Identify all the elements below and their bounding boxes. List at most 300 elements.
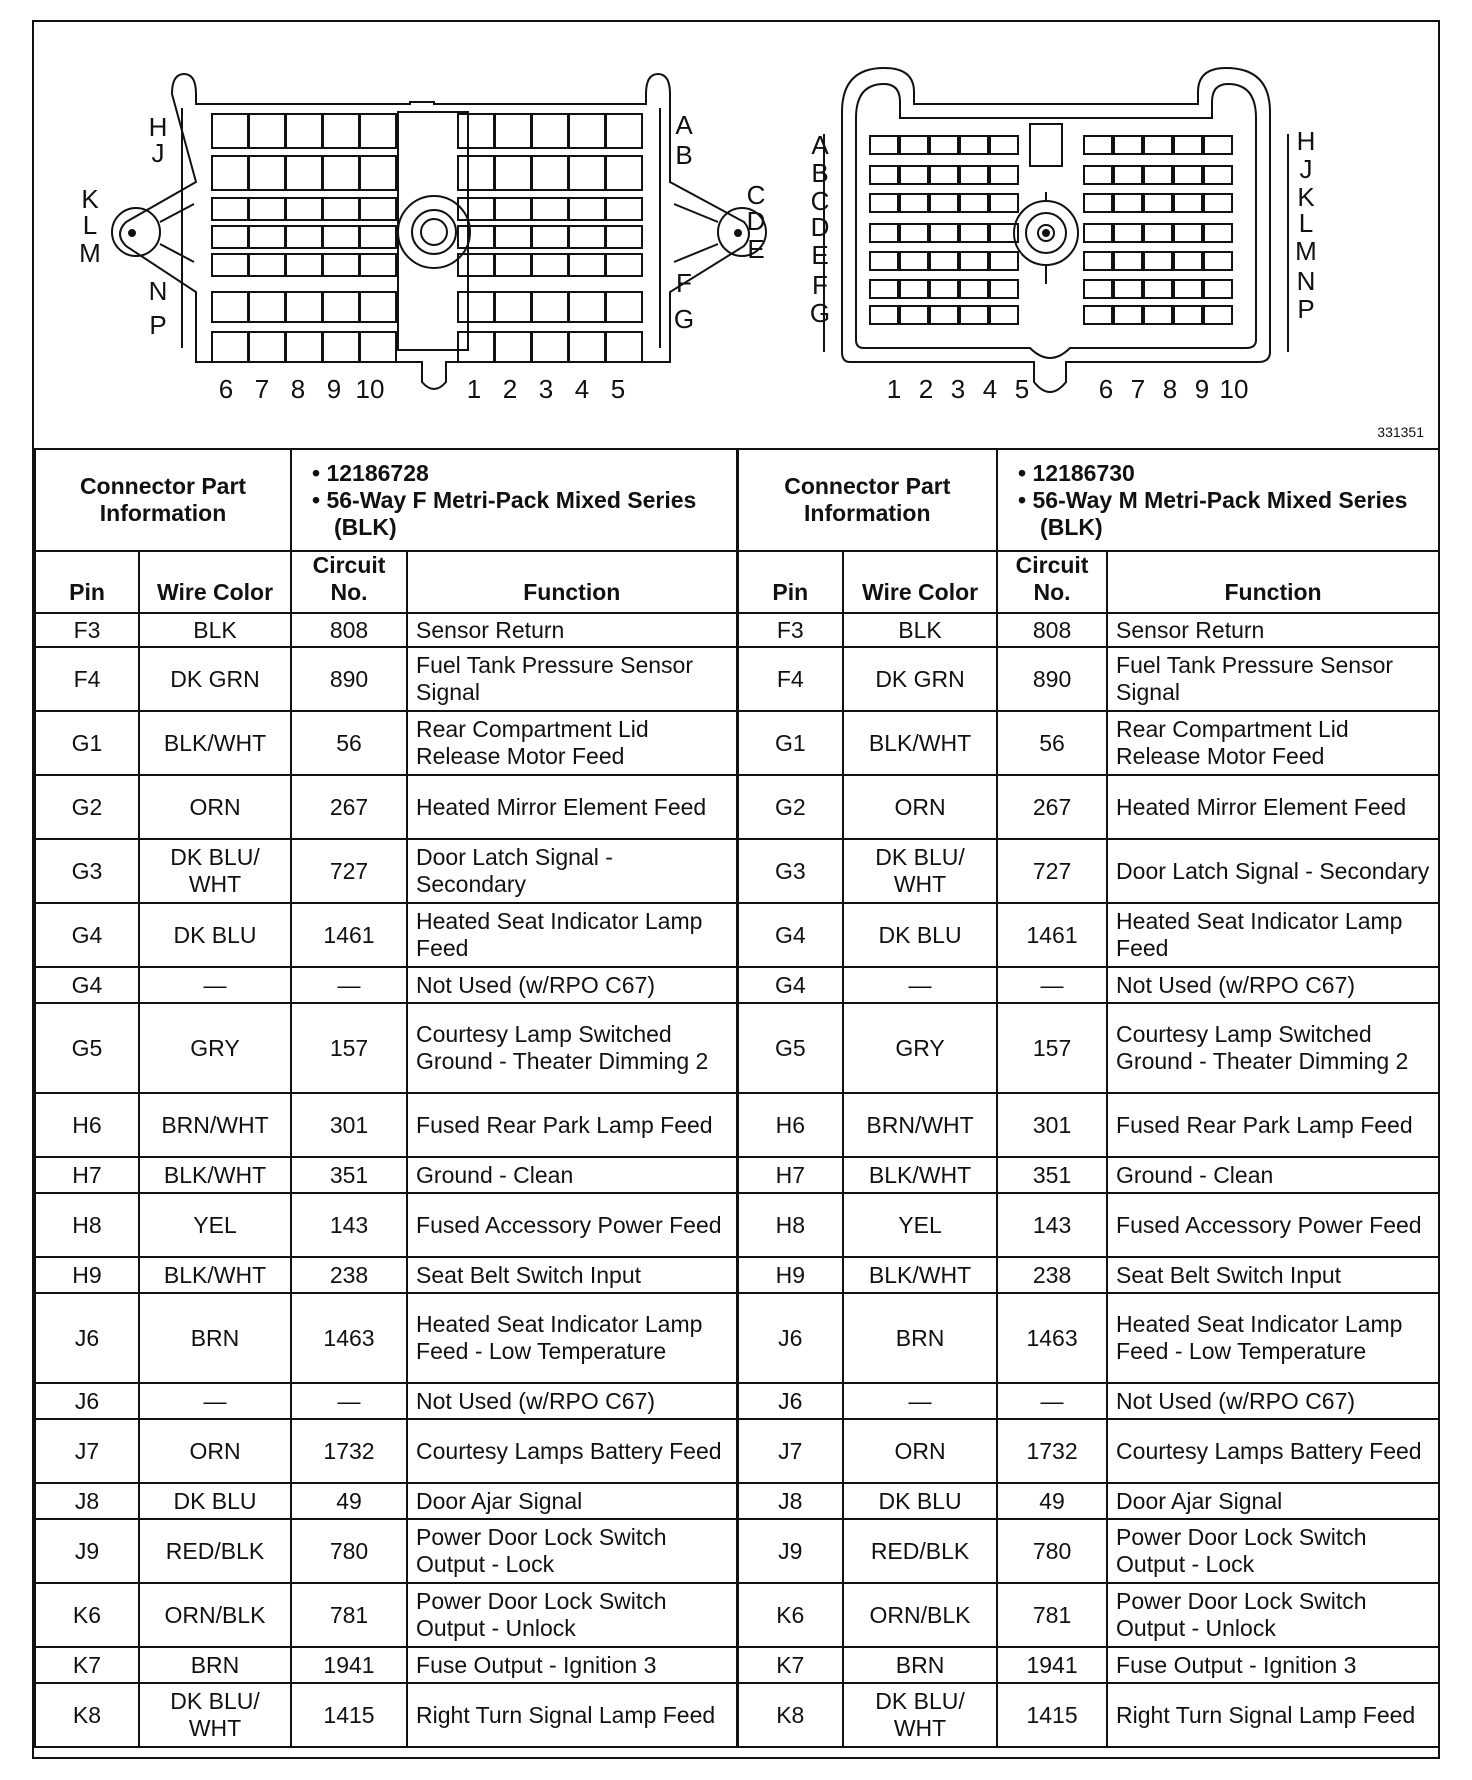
table-row <box>35 903 1439 967</box>
pin-cell: K8 <box>35 1683 139 1747</box>
wire-color-cell: BRN <box>843 1647 997 1683</box>
function-cell: Courtesy Lamps Battery Feed <box>1107 1419 1439 1483</box>
circuit-cell: 890 <box>291 647 407 711</box>
pin-cell: K6 <box>35 1583 139 1647</box>
female-cavity <box>212 114 248 148</box>
circuit-cell: 56 <box>997 711 1107 775</box>
male-pin <box>870 194 898 212</box>
circuit-cell: 781 <box>997 1583 1107 1647</box>
pin-cell: G3 <box>35 839 139 903</box>
pin-cell: J7 <box>737 1419 843 1483</box>
col-function-2: Function <box>1107 551 1439 613</box>
function-cell: Heated Mirror Element Feed <box>1107 775 1439 839</box>
wire-color-cell: — <box>843 1383 997 1419</box>
male-pin <box>1084 166 1112 184</box>
circuit-cell: 267 <box>291 775 407 839</box>
circuit-cell: 1463 <box>291 1293 407 1383</box>
table-row <box>35 1519 1439 1583</box>
pin-label: E <box>811 240 829 270</box>
left-info-label: Connector Part Information <box>35 449 291 551</box>
circuit-cell: 780 <box>291 1519 407 1583</box>
female-cavity <box>606 332 642 362</box>
female-cavity <box>360 198 396 220</box>
pin-label: 6 <box>1098 374 1114 404</box>
pin-label: M <box>1295 236 1317 266</box>
wire-color-cell: BRN <box>843 1293 997 1383</box>
pin-cell: J9 <box>737 1519 843 1583</box>
function-cell: Sensor Return <box>407 613 737 647</box>
col-circuit-2: Circuit No. <box>997 551 1107 613</box>
wire-color-cell: YEL <box>139 1193 291 1257</box>
pin-label: 6 <box>218 374 234 404</box>
function-cell: Fused Rear Park Lamp Feed <box>1107 1093 1439 1157</box>
pin-cell: G2 <box>737 775 843 839</box>
female-cavity <box>323 226 359 248</box>
female-cavity <box>249 254 285 276</box>
function-cell: Door Latch Signal - Secondary <box>1107 839 1439 903</box>
pin-cell: K7 <box>35 1647 139 1683</box>
pin-label: M <box>79 238 101 268</box>
pin-label: 7 <box>254 374 270 404</box>
wire-color-cell: — <box>139 1383 291 1419</box>
male-pin <box>1144 280 1172 298</box>
male-pin <box>1204 280 1232 298</box>
function-cell: Fused Rear Park Lamp Feed <box>407 1093 737 1157</box>
pin-cell: F3 <box>35 613 139 647</box>
female-cavity <box>249 292 285 322</box>
male-pin <box>900 136 928 154</box>
table-row <box>35 839 1439 903</box>
pin-label: 1 <box>466 374 482 404</box>
female-cavity <box>212 332 248 362</box>
pin-label: 9 <box>1194 374 1210 404</box>
pin-cell: J9 <box>35 1519 139 1583</box>
pin-cell: F4 <box>35 647 139 711</box>
male-pin <box>870 306 898 324</box>
female-cavity <box>495 114 531 148</box>
function-cell: Door Latch Signal - Secondary <box>407 839 737 903</box>
male-pin <box>1174 136 1202 154</box>
male-pin <box>1114 280 1142 298</box>
male-pin <box>930 136 958 154</box>
female-cavity <box>212 226 248 248</box>
pin-cell: J6 <box>737 1293 843 1383</box>
circuit-cell: 267 <box>997 775 1107 839</box>
male-pin <box>1144 166 1172 184</box>
left-part-number: • 12186728 <box>312 459 429 486</box>
wire-color-cell: BRN/WHT <box>139 1093 291 1157</box>
pin-label: 5 <box>610 374 626 404</box>
function-cell: Rear Compartment Lid Release Motor Feed <box>407 711 737 775</box>
female-cavity <box>323 254 359 276</box>
female-cavity <box>532 292 568 322</box>
male-pin <box>1144 224 1172 242</box>
pin-label: J <box>1299 154 1313 184</box>
female-cavity <box>323 332 359 362</box>
circuit-cell: 238 <box>997 1257 1107 1293</box>
pin-cell: K7 <box>737 1647 843 1683</box>
female-cavity <box>458 226 494 248</box>
pinout-table <box>34 448 1440 1748</box>
pin-cell: G2 <box>35 775 139 839</box>
female-cavity <box>323 114 359 148</box>
wire-color-cell: DK BLU/ WHT <box>139 839 291 903</box>
table-row <box>35 1383 1439 1419</box>
female-cavity <box>569 156 605 190</box>
male-pin <box>990 306 1018 324</box>
male-pin <box>990 136 1018 154</box>
col-wire-color: Wire Color <box>139 551 291 613</box>
female-cavity <box>532 114 568 148</box>
female-cavity <box>360 292 396 322</box>
male-pin <box>870 136 898 154</box>
female-cavity <box>360 332 396 362</box>
male-pin <box>960 224 988 242</box>
male-pin <box>1084 136 1112 154</box>
circuit-cell: 1941 <box>291 1647 407 1683</box>
female-cavity <box>532 332 568 362</box>
wire-color-cell: ORN/BLK <box>139 1583 291 1647</box>
right-connector-type: • 56-Way M Metri-Pack Mixed Series (BLK) <box>1018 486 1408 540</box>
female-cavity <box>606 198 642 220</box>
function-cell: Courtesy Lamp Switched Ground - Theater Dimming 2 <box>407 1003 737 1093</box>
right-info <box>997 449 1439 551</box>
function-cell: Power Door Lock Switch Output - Lock <box>1107 1519 1439 1583</box>
pin-cell: H6 <box>737 1093 843 1157</box>
pin-cell: K8 <box>737 1683 843 1747</box>
function-cell: Not Used (w/RPO C67) <box>1107 1383 1439 1419</box>
pin-cell: H8 <box>35 1193 139 1257</box>
female-cavity <box>458 156 494 190</box>
circuit-cell: 351 <box>997 1157 1107 1193</box>
female-cavity <box>458 292 494 322</box>
pin-cell: G4 <box>35 903 139 967</box>
function-cell: Ground - Clean <box>1107 1157 1439 1193</box>
function-cell: Power Door Lock Switch Output - Unlock <box>407 1583 737 1647</box>
circuit-cell: 1461 <box>291 903 407 967</box>
pin-label: F <box>676 268 692 298</box>
female-cavity-grid <box>212 114 642 362</box>
female-cavity <box>212 198 248 220</box>
circuit-cell: — <box>291 1383 407 1419</box>
wire-color-cell: ORN <box>139 1419 291 1483</box>
male-pin <box>900 166 928 184</box>
male-pin <box>990 166 1018 184</box>
table-row <box>35 1157 1439 1193</box>
male-pin <box>1174 306 1202 324</box>
pin-cell: F4 <box>737 647 843 711</box>
pin-cell: J6 <box>35 1383 139 1419</box>
male-pin <box>1204 224 1232 242</box>
male-pin <box>1204 194 1232 212</box>
male-pin <box>1174 280 1202 298</box>
wire-color-cell: BLK/WHT <box>843 1257 997 1293</box>
male-pin <box>1174 252 1202 270</box>
left-connector-type: • 56-Way F Metri-Pack Mixed Series (BLK) <box>312 486 697 540</box>
pin-label: P <box>1297 294 1315 324</box>
pin-cell: G4 <box>35 967 139 1003</box>
male-pin <box>990 280 1018 298</box>
female-cavity <box>286 226 322 248</box>
connector-end-view-sheet <box>32 20 1440 1759</box>
male-pin <box>960 166 988 184</box>
function-cell: Door Ajar Signal <box>1107 1483 1439 1519</box>
wire-color-cell: BLK <box>139 613 291 647</box>
female-cavity <box>458 198 494 220</box>
female-cavity <box>495 332 531 362</box>
male-pin <box>1174 166 1202 184</box>
wire-color-cell: DK BLU <box>139 1483 291 1519</box>
table-row <box>35 967 1439 1003</box>
figure-number: 331351 <box>1377 424 1424 440</box>
function-cell: Heated Mirror Element Feed <box>407 775 737 839</box>
female-cavity <box>606 114 642 148</box>
circuit-cell: 351 <box>291 1157 407 1193</box>
circuit-cell: 808 <box>291 613 407 647</box>
function-cell: Heated Seat Indicator Lamp Feed - Low Temperature <box>407 1293 737 1383</box>
pin-cell: K6 <box>737 1583 843 1647</box>
pin-label: K <box>1297 182 1315 212</box>
col-circuit: Circuit No. <box>291 551 407 613</box>
male-pin <box>1144 194 1172 212</box>
female-cavity <box>495 198 531 220</box>
table-row <box>35 613 1439 647</box>
male-pin <box>870 252 898 270</box>
female-cavity <box>532 156 568 190</box>
wire-color-cell: DK GRN <box>139 647 291 711</box>
female-cavity <box>360 156 396 190</box>
wire-color-cell: — <box>843 967 997 1003</box>
function-cell: Not Used (w/RPO C67) <box>407 967 737 1003</box>
female-cavity <box>532 226 568 248</box>
female-cavity <box>249 156 285 190</box>
male-pin <box>1144 306 1172 324</box>
pin-cell: F3 <box>737 613 843 647</box>
wire-color-cell: DK GRN <box>843 647 997 711</box>
female-cavity <box>495 254 531 276</box>
female-cavity <box>323 198 359 220</box>
col-pin-2: Pin <box>737 551 843 613</box>
wire-color-cell: ORN <box>843 1419 997 1483</box>
wire-color-cell: DK BLU/ WHT <box>139 1683 291 1747</box>
female-cavity <box>458 114 494 148</box>
function-cell: Fuse Output - Ignition 3 <box>407 1647 737 1683</box>
circuit-cell: 56 <box>291 711 407 775</box>
table-row <box>35 1683 1439 1747</box>
pin-label: 7 <box>1130 374 1146 404</box>
male-pin <box>1114 166 1142 184</box>
table-row <box>35 1583 1439 1647</box>
pin-cell: J7 <box>35 1419 139 1483</box>
circuit-cell: 781 <box>291 1583 407 1647</box>
pin-label: 2 <box>918 374 934 404</box>
male-pin <box>1204 306 1232 324</box>
function-cell: Right Turn Signal Lamp Feed <box>1107 1683 1439 1747</box>
pin-label: N <box>1296 266 1316 296</box>
function-cell: Not Used (w/RPO C67) <box>407 1383 737 1419</box>
male-pin <box>1084 224 1112 242</box>
circuit-cell: 1732 <box>997 1419 1107 1483</box>
pin-cell: H7 <box>737 1157 843 1193</box>
pin-cell: H7 <box>35 1157 139 1193</box>
pin-label: G <box>809 298 831 328</box>
female-cavity <box>569 292 605 322</box>
circuit-cell: 1415 <box>997 1683 1107 1747</box>
wire-color-cell: ORN <box>139 775 291 839</box>
wire-color-cell: ORN/BLK <box>843 1583 997 1647</box>
pin-label: 2 <box>502 374 518 404</box>
pin-label: H <box>148 112 168 142</box>
male-pin <box>990 252 1018 270</box>
male-pin <box>1114 252 1142 270</box>
male-pin <box>1084 280 1112 298</box>
female-cavity <box>323 156 359 190</box>
male-pin <box>930 252 958 270</box>
male-pin <box>1174 224 1202 242</box>
wire-color-cell: BRN <box>139 1293 291 1383</box>
male-pin <box>900 306 928 324</box>
male-pin <box>930 280 958 298</box>
pin-label: D <box>810 212 830 242</box>
pin-cell: G5 <box>35 1003 139 1093</box>
wire-color-cell: GRY <box>139 1003 291 1093</box>
male-pin <box>930 224 958 242</box>
pin-label: E <box>747 234 765 264</box>
wire-color-cell: BLK/WHT <box>843 1157 997 1193</box>
female-cavity <box>323 292 359 322</box>
circuit-cell: 301 <box>997 1093 1107 1157</box>
function-cell: Heated Seat Indicator Lamp Feed - Low Temperature <box>1107 1293 1439 1383</box>
female-cavity <box>458 254 494 276</box>
pin-label: 10 <box>355 374 385 404</box>
male-pin <box>1114 306 1142 324</box>
col-wire-color-2: Wire Color <box>843 551 997 613</box>
male-pin <box>960 280 988 298</box>
pin-label: J <box>151 138 165 168</box>
pin-label: 8 <box>290 374 306 404</box>
pin-label: H <box>1296 126 1316 156</box>
function-cell: Ground - Clean <box>407 1157 737 1193</box>
pin-label: B <box>811 158 829 188</box>
female-cavity <box>360 226 396 248</box>
female-cavity <box>606 226 642 248</box>
pin-label: C <box>746 180 766 210</box>
table-row <box>35 711 1439 775</box>
table-row <box>35 647 1439 711</box>
wire-color-cell: DK BLU <box>843 903 997 967</box>
pin-label: A <box>811 130 829 160</box>
female-cavity <box>286 156 322 190</box>
function-cell: Rear Compartment Lid Release Motor Feed <box>1107 711 1439 775</box>
female-cavity <box>249 226 285 248</box>
male-pin <box>1204 166 1232 184</box>
function-cell: Heated Seat Indicator Lamp Feed <box>1107 903 1439 967</box>
female-cavity <box>606 292 642 322</box>
female-cavity <box>495 226 531 248</box>
male-pin <box>1144 136 1172 154</box>
male-connector-drawing <box>810 68 1317 404</box>
left-info <box>291 449 737 551</box>
function-cell: Right Turn Signal Lamp Feed <box>407 1683 737 1747</box>
wire-color-cell: DK BLU <box>139 903 291 967</box>
wire-color-cell: ORN <box>843 775 997 839</box>
female-cavity <box>569 332 605 362</box>
wire-color-cell: BLK/WHT <box>139 1157 291 1193</box>
wire-color-cell: DK BLU <box>843 1483 997 1519</box>
female-cavity <box>212 156 248 190</box>
female-cavity <box>286 198 322 220</box>
male-pin <box>1114 224 1142 242</box>
circuit-cell: 1415 <box>291 1683 407 1747</box>
circuit-cell: 727 <box>291 839 407 903</box>
pin-label: F <box>812 270 828 300</box>
function-cell: Seat Belt Switch Input <box>1107 1257 1439 1293</box>
pin-label: K <box>81 184 99 214</box>
circuit-cell: 157 <box>997 1003 1107 1093</box>
table-row <box>35 1293 1439 1383</box>
pin-label: 8 <box>1162 374 1178 404</box>
male-pin <box>960 136 988 154</box>
pin-label: B <box>675 140 693 170</box>
male-pin <box>1114 194 1142 212</box>
pin-label: P <box>149 310 167 340</box>
pin-cell: H9 <box>35 1257 139 1293</box>
function-cell: Power Door Lock Switch Output - Unlock <box>1107 1583 1439 1647</box>
wire-color-cell: BLK/WHT <box>843 711 997 775</box>
male-pin <box>960 306 988 324</box>
female-cavity <box>286 114 322 148</box>
col-function: Function <box>407 551 737 613</box>
function-cell: Sensor Return <box>1107 613 1439 647</box>
wire-color-cell: BRN/WHT <box>843 1093 997 1157</box>
pin-label: 4 <box>574 374 590 404</box>
function-cell: Courtesy Lamps Battery Feed <box>407 1419 737 1483</box>
function-cell: Power Door Lock Switch Output - Lock <box>407 1519 737 1583</box>
wire-color-cell: BLK/WHT <box>139 711 291 775</box>
circuit-cell: — <box>291 967 407 1003</box>
female-cavity <box>249 198 285 220</box>
female-cavity <box>212 254 248 276</box>
female-cavity <box>532 254 568 276</box>
male-pin <box>1084 306 1112 324</box>
circuit-cell: 49 <box>997 1483 1107 1519</box>
right-part-number: • 12186730 <box>1018 459 1135 486</box>
circuit-cell: 1463 <box>997 1293 1107 1383</box>
female-cavity <box>606 254 642 276</box>
male-pin <box>960 194 988 212</box>
wire-color-cell: RED/BLK <box>139 1519 291 1583</box>
function-cell: Not Used (w/RPO C67) <box>1107 967 1439 1003</box>
pin-label: L <box>1298 208 1314 238</box>
pin-label: C <box>810 186 830 216</box>
wire-color-cell: YEL <box>843 1193 997 1257</box>
female-cavity <box>360 114 396 148</box>
table-row <box>35 775 1439 839</box>
function-cell: Heated Seat Indicator Lamp Feed <box>407 903 737 967</box>
connector-info-row <box>35 449 1439 551</box>
table-row <box>35 1419 1439 1483</box>
table-row <box>35 1647 1439 1683</box>
wire-color-cell: BLK <box>843 613 997 647</box>
table-row <box>35 1483 1439 1519</box>
female-cavity <box>249 114 285 148</box>
male-pin <box>870 224 898 242</box>
circuit-cell: 49 <box>291 1483 407 1519</box>
circuit-cell: 727 <box>997 839 1107 903</box>
pin-cell: G3 <box>737 839 843 903</box>
pin-cell: H6 <box>35 1093 139 1157</box>
female-cavity <box>495 292 531 322</box>
